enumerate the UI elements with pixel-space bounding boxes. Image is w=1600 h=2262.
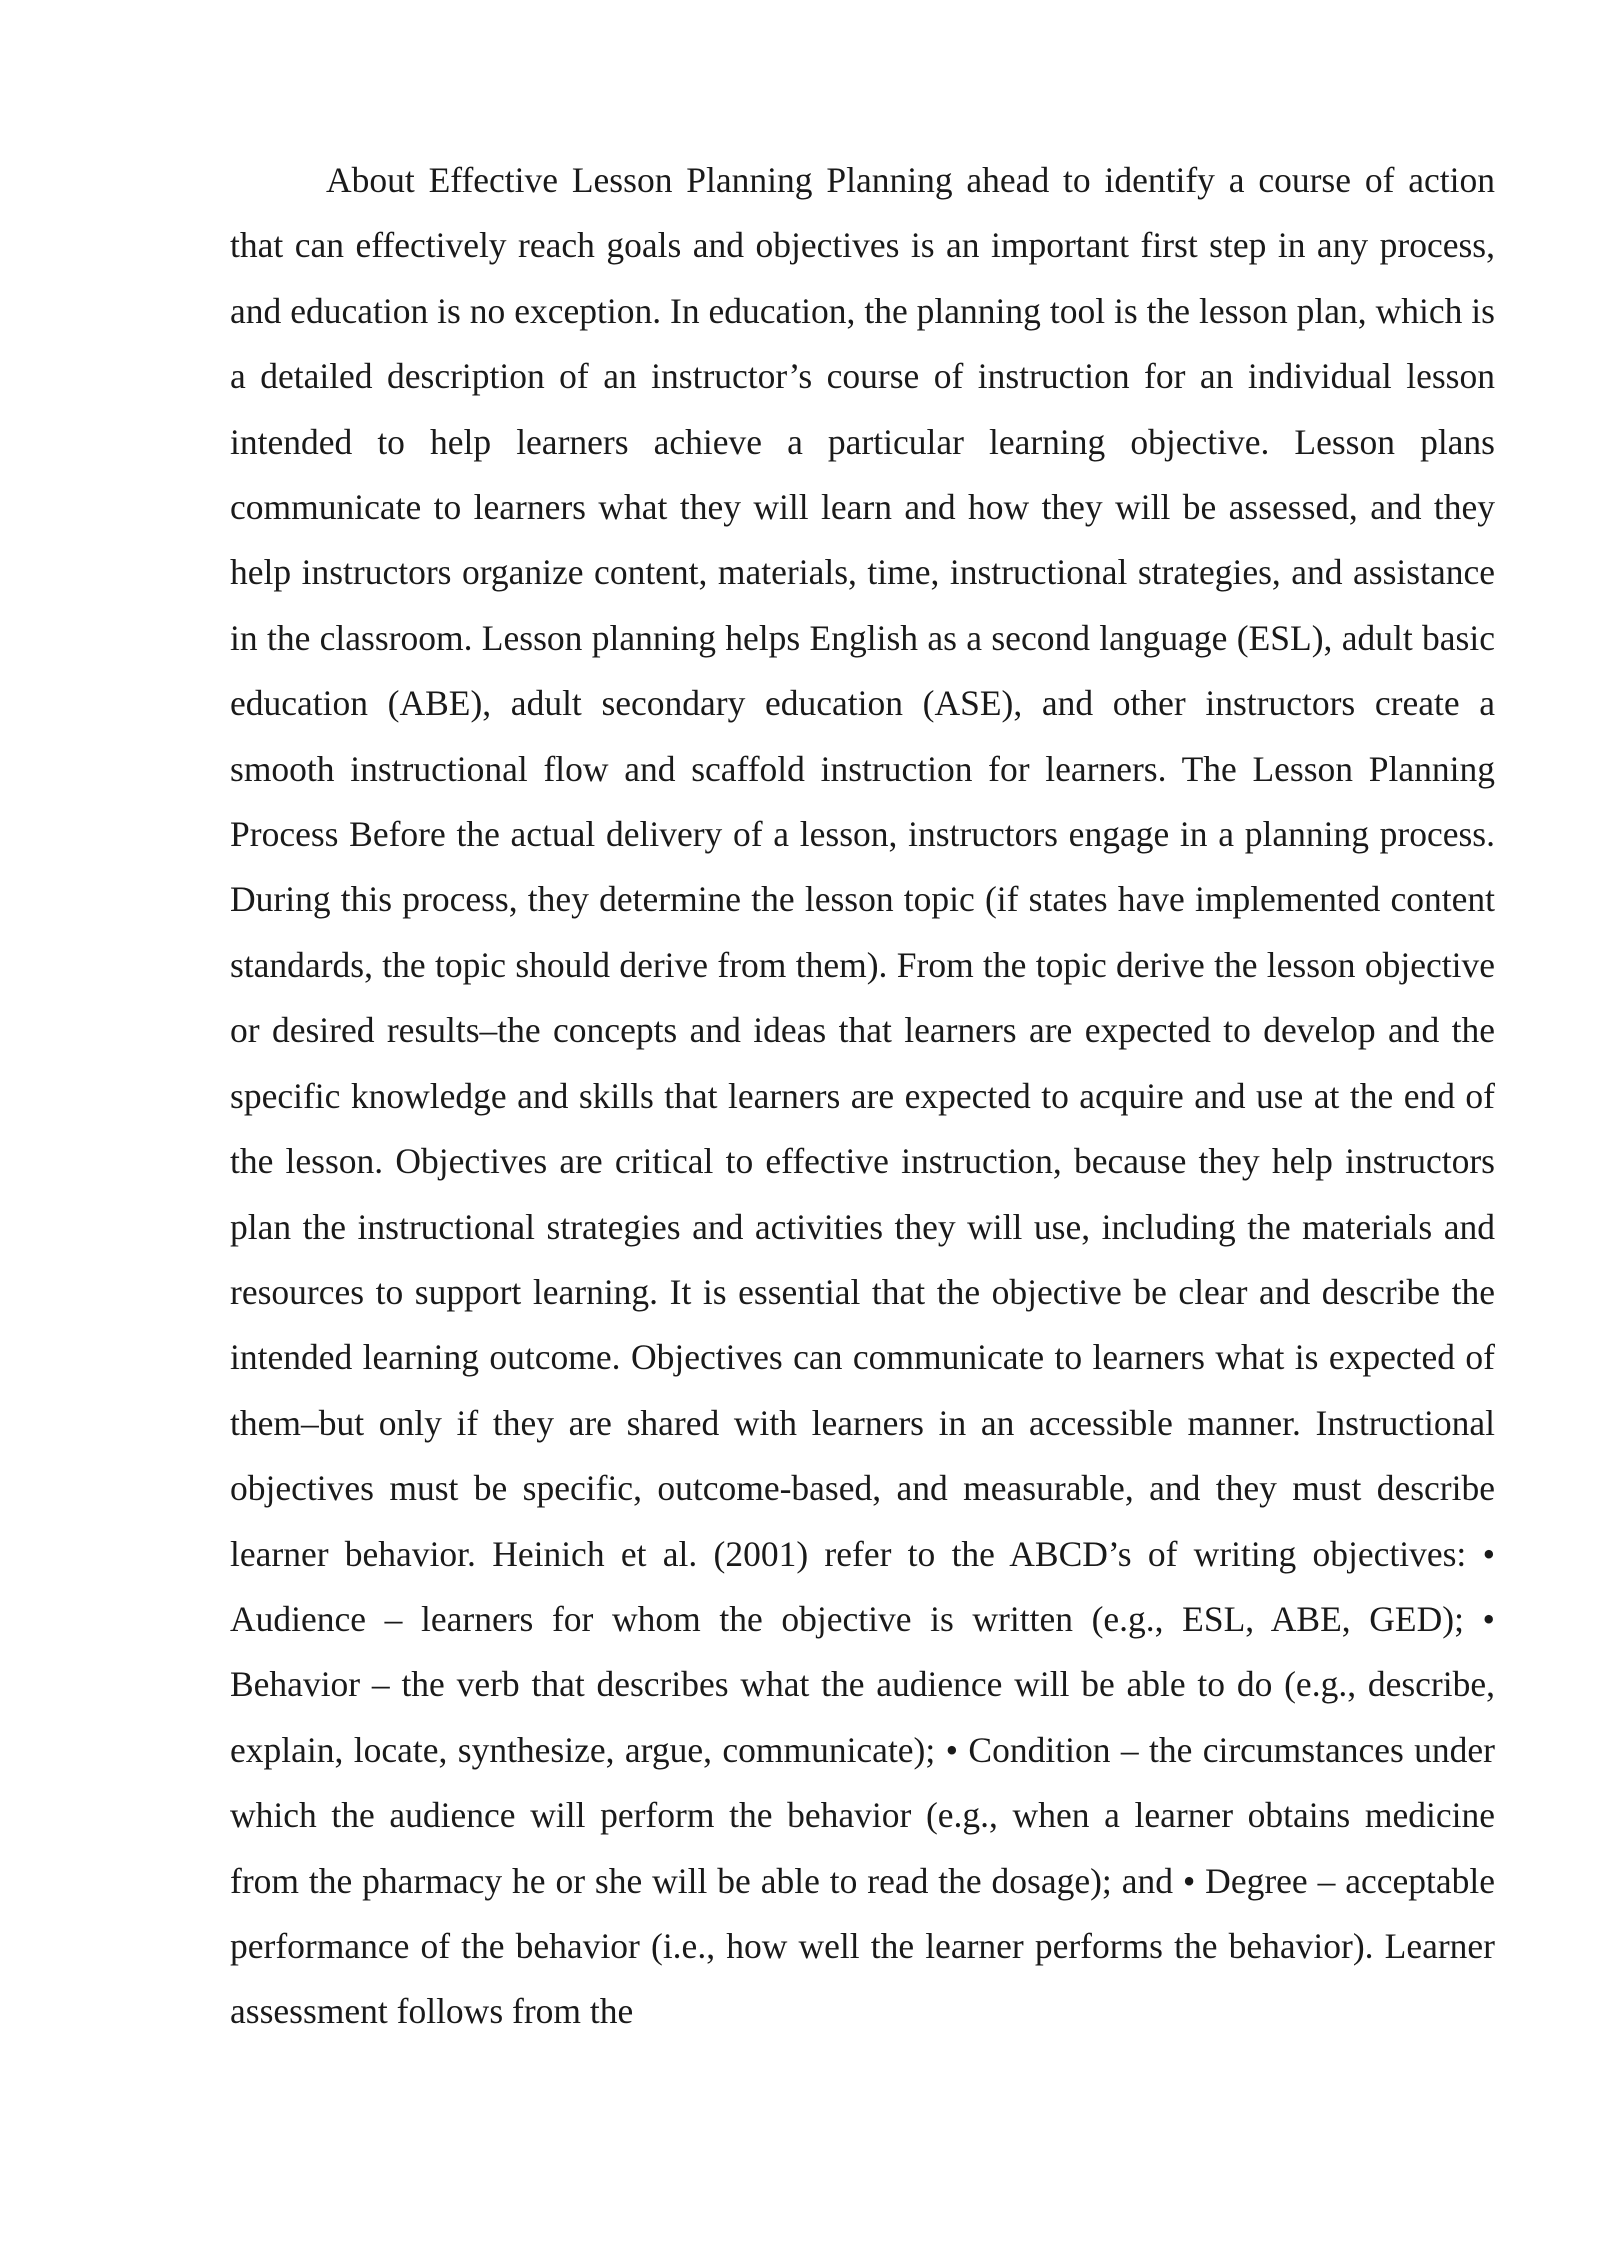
body-paragraph: About Effective Lesson Planning Planning ahead to identify a course of action that can effectively reach goals and objectives is an important first step in any process, and education is no exception. In education, the planning tool is the lesson plan, which is a detailed description of an instructor’s course of instruction for an individual lesson intended to help learners achieve a particular learning objective. Lesson plans communicate to learners what they will learn and how they will be assessed, and they help instructors organize content, materials, time, instructional strategies, and assistance in the classroom. Lesson planning helps English as a second language (ESL), adult basic education (ABE), adult secondary education (ASE), and other instructors create a smooth instructional flow and scaffold instruction for learners. The Lesson Planning Process Before the actual delivery of a lesson, instructors engage in a planning process. During this process, they determine the lesson topic (if states have implemented content standards, the topic should derive from them). From the topic derive the lesson objective or desired results–the concepts and ideas that learners are expected to develop and the specific knowledge and skills that learners are expected to acquire and use at the end of the lesson. Objectives are critical to effective instruction, because they help instructors plan the instructional strategies and activities they will use, including the materials and resources to support learning. It is essential that the objective be clear and describe the intended learning outcome. Objectives can communicate to learners what is expected of them–but only if they are shared with learners in an accessible manner. Instructional objectives must be specific, outcome-based, and measurable, and they must describe learner behavior. Heinich et al. (2001) refer to the ABCD’s of writing objectives: • Audience – learners for whom the objective is written (e.g., ESL, ABE, GED); • Behavior – the verb that describes what the audience will be able to do (e.g., describe, explain, locate, synthesize, argue, communicate); • Condition – the circumstances under which the audience will perform the behavior (e.g., when a learner obtains medicine from the pharmacy he or she will be able to read the dosage); and • Degree – acceptable performance of the behavior (i.e., how well the learner performs the behavior). Learner assessment follows from the <box>230 160 1495 2032</box>
